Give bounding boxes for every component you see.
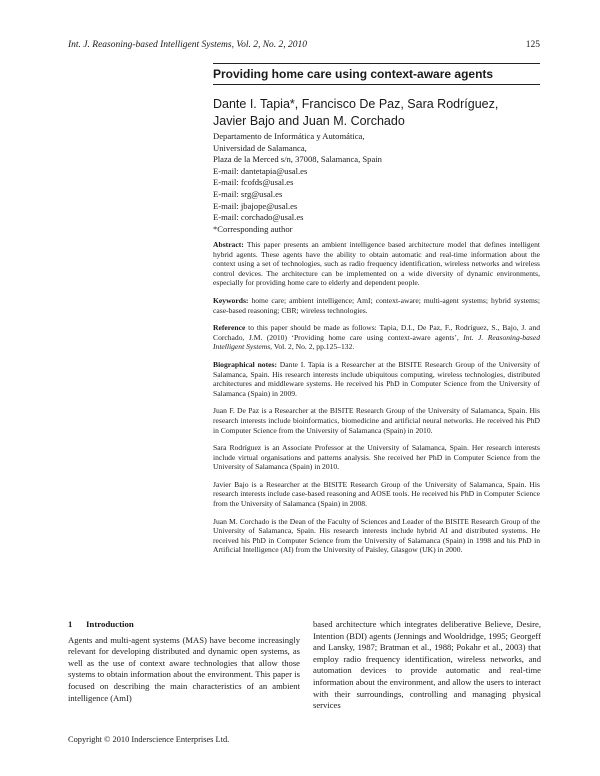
page-number: 125 <box>525 40 540 50</box>
bio-label: Biographical notes: <box>213 359 277 369</box>
keywords-text: home care; ambient intelligence; AmI; context-aware; multi-agent systems; hybrid systems; case-based reasoning; CBR; wireless technologies. <box>213 295 540 315</box>
introduction-paragraph-left: Agents and multi-agent systems (MAS) have become increasingly relevant for developing distributed and dynamic open systems, as well as the use of context aware technologies that allow those systems to obtain information about the environment. This paper is focused on describing the main characteristics of an ambient intelligence (AmI) <box>68 634 300 703</box>
copyright-footer: Copyright © 2010 Inderscience Enterprises Ltd. <box>68 735 230 744</box>
bio-tapia <box>213 360 540 398</box>
reference <box>213 323 540 352</box>
journal-citation: Int. J. Reasoning-based Intelligent Systems, Vol. 2, No. 2, 2010 <box>68 40 308 50</box>
email-bajo: E-mail: jbajope@usal.es <box>213 200 298 211</box>
abstract <box>213 240 540 288</box>
bio-depaz: Juan F. De Paz is a Researcher at the BISITE Research Group of the University of Salamanca, Spain. His research interests include bioinformatics, biomedicine and artificial neural networks. He received his PhD in Computer Science from the University of Salamanca (Spain) in 2010. <box>213 406 540 435</box>
body-column-right <box>313 619 541 712</box>
email-tapia: E-mail: dantetapia@usal.es <box>213 165 308 176</box>
running-header <box>68 40 540 50</box>
bio-corchado: Juan M. Corchado is the Dean of the Faculty of Sciences and Leader of the BISITE Research Group of the University of Salamanca, Spain. His research interests include hybrid AI and distributed systems. He received his PhD in Computer Science from the University of Salamanca (Spain) in 1998 and his PhD in Artificial Intelligence (AI) from the University of Paisley, Glasgow (UK) in 2000. <box>213 516 540 555</box>
reference-journal: Int. J. Reasoning-based Intelligent Systems, <box>213 332 540 352</box>
body-column-left <box>68 619 300 704</box>
author-line-1: Dante I. Tapia*, Francisco De Paz, Sara Rodríguez, <box>213 97 499 111</box>
reference-text: to this paper should be made as follows: Tapia, D.I., De Paz, F., Rodríguez, S., Bajo, J. and Corchado, J.M. (2010) ‘Providing home care using context-aware agents’, <box>213 323 540 342</box>
bio-bajo: Javier Bajo is a Researcher at the BISITE Research Group of the University of Salamanca, Spain. His research interests include case-based reasoning and AOSE tools. He received his PhD in Computer Science from the University of Salamanca (Spain) in 2008. <box>213 479 540 509</box>
email-depaz: E-mail: fcofds@usal.es <box>213 177 294 188</box>
author-list <box>213 96 543 130</box>
bio-tapia-text: Dante I. Tapia is a Researcher at the BISITE Research Group of the University of Salamanca, Spain. His research interests include ubiquitous computing, wireless technologies, distributed architectures and middleware systems. He received his PhD in Computer Science from the University of Salamanca (Spain) in 2009. <box>213 359 540 398</box>
affiliation-block <box>213 131 543 235</box>
section-title: Introduction <box>86 619 134 629</box>
email-corchado: E-mail: corchado@usal.es <box>213 212 304 223</box>
bio-rodriguez: Sara Rodríguez is an Associate Professor at the University of Salamanca, Spain. Her research interests include virtual organisations and patterns analysis. She received her PhD in Computer Science from the University of Salamanca (Spain) in 2010. <box>213 443 540 472</box>
front-matter <box>213 240 540 563</box>
section-number: 1 <box>68 619 73 629</box>
reference-volume: Vol. 2, No. 2, pp.125–132. <box>273 342 355 352</box>
affiliation-address: Plaza de la Merced s/n, 37008, Salamanca, Spain <box>213 154 382 165</box>
abstract-text: This paper presents an ambient intelligence based architecture model that defines intelligent hybrid agents. These agents have the ability to obtain automatic and real-time information about the context using a set of technologies, such as radio frequency identification, wireless networks and wireless control devices. The architecture can be implemented on a wide diversity of dynamic environments, especially for providing home care to elderly and dependent people. <box>213 240 540 288</box>
keywords <box>213 296 540 315</box>
author-line-2: Javier Bajo and Juan M. Corchado <box>213 114 405 128</box>
affiliation-department: Departamento de Informática y Automática, <box>213 131 365 141</box>
corresponding-author-note: *Corresponding author <box>213 223 293 234</box>
abstract-label: Abstract: <box>213 240 244 249</box>
section-heading-introduction <box>68 619 300 631</box>
keywords-label: Keywords: <box>213 295 249 305</box>
introduction-paragraph-right: based architecture which integrates deliberative Believe, Desire, Intention (BDI) agents (Jennings and Wooldridge, 1995; Georgeff and Lansky, 1987; Bratman et al., 1988; Pokahr et al., 2003) that employ radio frequency identification, wireless networks, and automation devices to provide automatic and real-time information about the environment, and allow the users to interact with their surroundings, controlling and managing physical services <box>313 619 541 711</box>
paper-title: Providing home care using context-aware agents <box>213 63 540 85</box>
affiliation-university: Universidad de Salamanca, <box>213 142 307 153</box>
reference-label: Reference <box>213 323 246 333</box>
email-rodriguez: E-mail: srg@usal.es <box>213 188 283 199</box>
